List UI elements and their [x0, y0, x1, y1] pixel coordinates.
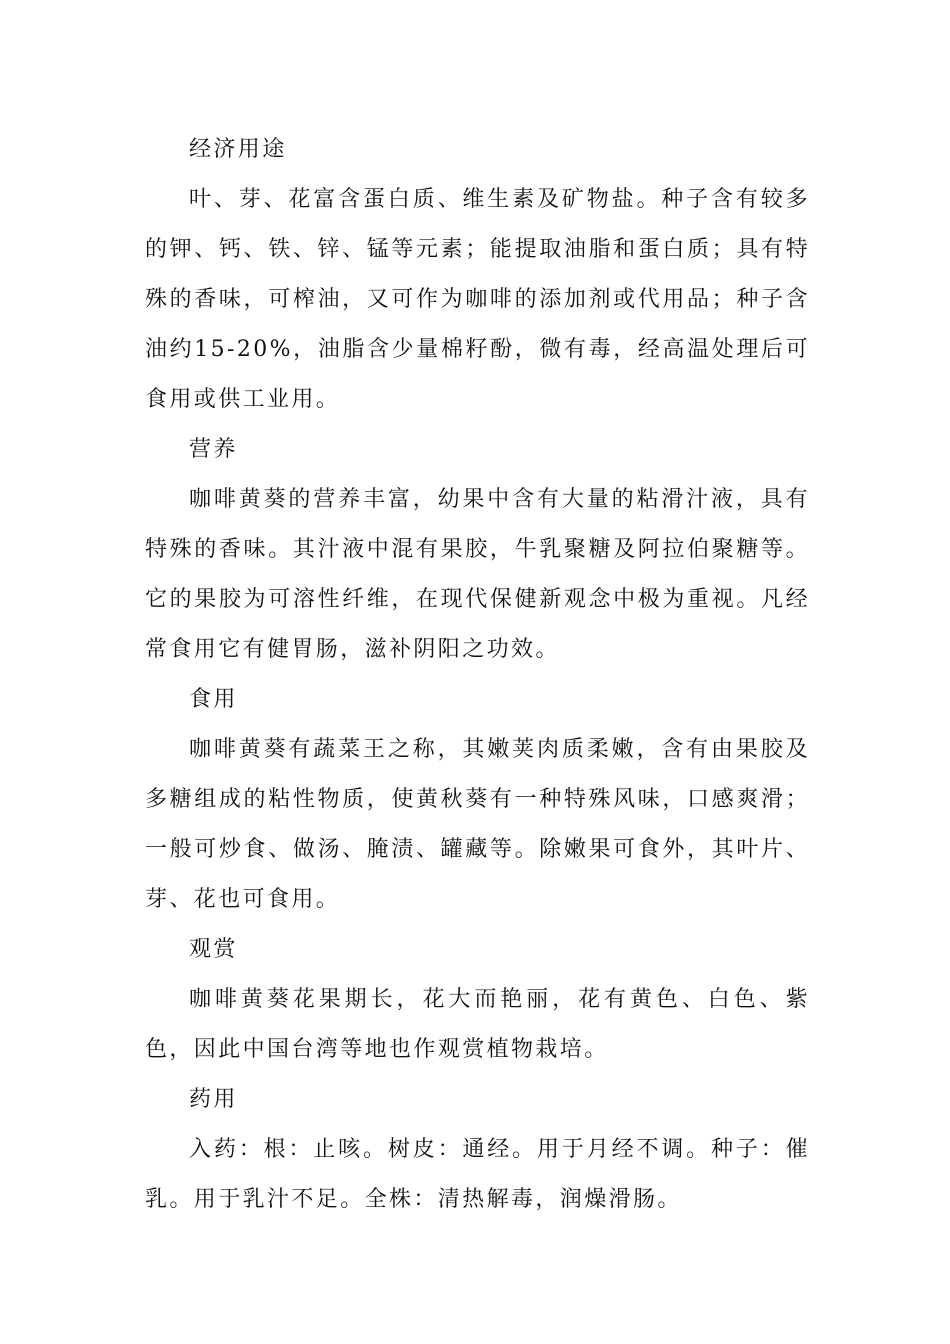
- section-heading-economic-use: 经济用途: [189, 137, 287, 162]
- section-text-ornamental: 咖啡黄葵花果期长，花大而艳丽，花有黄色、白色、紫色，因此中国台湾等地也作观赏植物栽培。: [145, 987, 810, 1062]
- section-text-nutrition: 咖啡黄葵的营养丰富，幼果中含有大量的粘滑汁液，具有特殊的香味。其汁液中混有果胶，牛乳聚糖及阿拉伯聚糖等。它的果胶为可溶性纤维，在现代保健新观念中极为重视。凡经常食用它有健胃肠，滋补阴阳之功效。: [145, 487, 810, 662]
- section-text-edible: 咖啡黄葵有蔬菜王之称，其嫩荚肉质柔嫩，含有由果胶及多糖组成的粘性物质，使黄秋葵有一种特殊风味，口感爽滑；一般可炒食、做汤、腌渍、罐藏等。除嫩果可食外，其叶片、芽、花也可食用。: [145, 737, 810, 912]
- section-heading-medicinal: 药用: [189, 1087, 238, 1112]
- section-heading-ornamental: 观赏: [189, 937, 238, 962]
- section-text-economic-use: 叶、芽、花富含蛋白质、维生素及矿物盐。种子含有较多的钾、钙、铁、锌、锰等元素；能提取油脂和蛋白质；具有特殊的香味，可榨油，又可作为咖啡的添加剂或代用品；种子含油约15-20%，油脂含少量棉籽酚，微有毒，经高温处理后可食用或供工业用。: [145, 187, 810, 412]
- section-text-medicinal: 入药：根：止咳。树皮：通经。用于月经不调。种子：催乳。用于乳汁不足。全株：清热解毒，润燥滑肠。: [145, 1137, 810, 1212]
- section-heading-nutrition: 营养: [189, 437, 238, 462]
- section-heading-edible: 食用: [189, 687, 238, 712]
- document-body: [145, 125, 810, 1225]
